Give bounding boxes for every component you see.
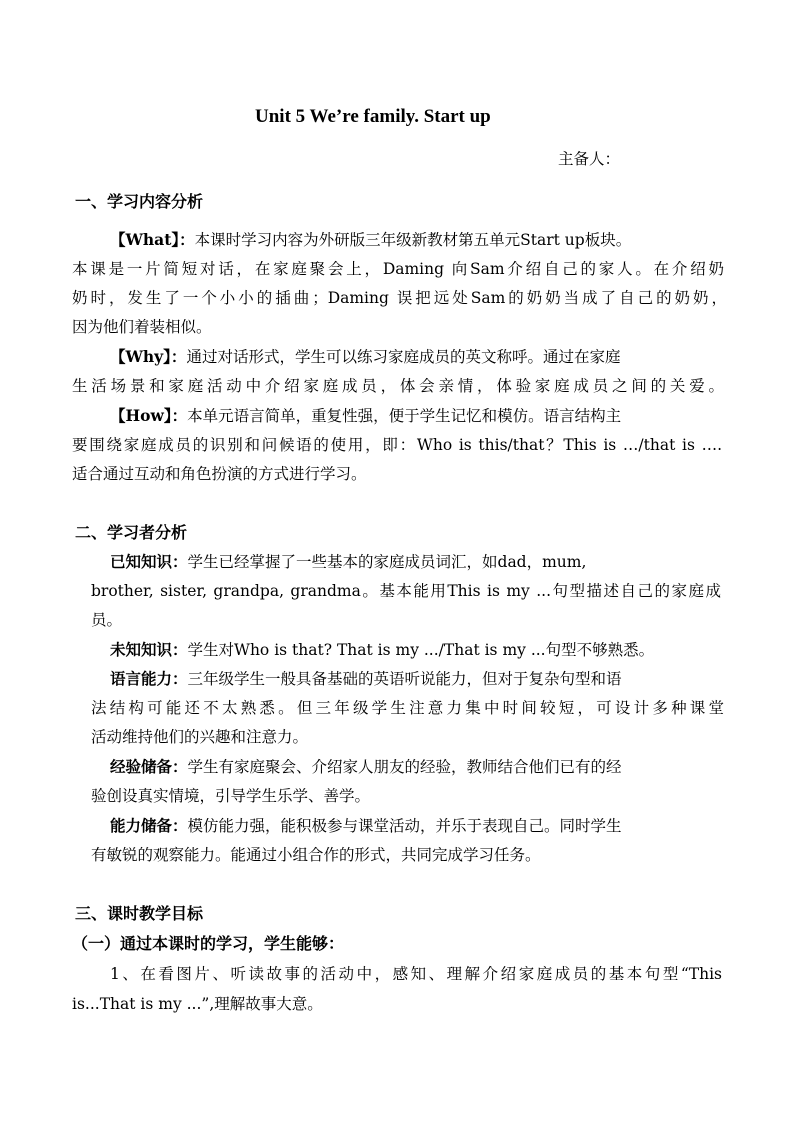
known-paragraph-line-3: 员。 <box>91 611 123 629</box>
author-label: 主备人： <box>558 150 621 168</box>
exp-paragraph-line-2: 验创设真实情境，引导学生乐学、善学。 <box>91 787 371 805</box>
goal-1-line-2: is...That is my ...”,理解故事大意。 <box>72 995 323 1013</box>
how-paragraph-line-2: 要围绕家庭成员的识别和问候语的使用，即：Who is this/that？This is …/that is …. <box>72 436 722 454</box>
abil-paragraph-line-1 <box>110 815 622 837</box>
lang-text: 三年级学生一般具备基础的英语听说能力，但对于复杂句型和语 <box>187 670 622 688</box>
unknown-paragraph-line-1 <box>110 639 654 661</box>
lang-paragraph-line-3: 活动维持他们的兴趣和注意力。 <box>91 728 309 746</box>
exp-text: 学生有家庭聚会、介绍家人朋友的经验，教师结合他们已有的经 <box>187 758 622 776</box>
abil-label: 能力储备： <box>110 816 188 835</box>
known-label: 已知知识： <box>110 552 188 571</box>
section-1-heading: 一、学习内容分析 <box>75 192 204 211</box>
lang-paragraph-line-1 <box>110 668 622 690</box>
what-paragraph-line-3: 奶时，发生了一个小小的插曲；Daming 误把远处Sam的奶奶当成了自己的奶奶， <box>72 289 727 307</box>
why-text: 通过对话形式，学生可以练习家庭成员的英文称呼。通过在家庭 <box>186 348 621 366</box>
why-paragraph-line-1 <box>110 346 620 368</box>
why-label: 【Why】： <box>110 347 187 366</box>
what-paragraph-line-4: 因为他们着装相似。 <box>72 318 212 336</box>
why-paragraph-line-2: 生活场景和家庭活动中介绍家庭成员，体会亲情，体验家庭成员之间的关爱。 <box>72 377 724 395</box>
known-paragraph-line-1 <box>110 551 586 573</box>
section-3-subheading: （一）通过本课时的学习，学生能够： <box>72 934 345 953</box>
goal-1-line-1: 1、在看图片、听读故事的活动中，感知、理解介绍家庭成员的基本句型“This <box>110 965 722 983</box>
what-label: 【What】： <box>110 230 195 249</box>
section-2-heading: 二、学习者分析 <box>75 523 188 542</box>
unknown-text: 学生对Who is that? That is my .../That is my ...句型不够熟悉。 <box>187 641 655 659</box>
exp-label: 经验储备： <box>110 757 188 776</box>
abil-text: 模仿能力强，能积极参与课堂活动，并乐于表现自己。同时学生 <box>187 817 622 835</box>
what-paragraph-line-1 <box>110 229 631 251</box>
known-text: 学生已经掌握了一些基本的家庭成员词汇，如dad，mum, <box>187 553 587 571</box>
how-paragraph-line-1 <box>110 405 621 427</box>
abil-paragraph-line-2: 有敏锐的观察能力。能通过小组合作的形式，共同完成学习任务。 <box>91 846 541 864</box>
document-title: Unit 5 We’re family. Start up <box>255 106 491 127</box>
how-label: 【How】： <box>110 406 188 425</box>
lang-paragraph-line-2: 法结构可能还不太熟悉。但三年级学生注意力集中时间较短，可设计多种课堂 <box>91 699 724 717</box>
section-3-heading: 三、课时教学目标 <box>75 904 204 923</box>
lang-label: 语言能力： <box>110 669 188 688</box>
what-paragraph-line-2: 本课是一片简短对话，在家庭聚会上，Daming 向Sam介绍自己的家人。在介绍奶 <box>72 260 724 278</box>
how-paragraph-line-3: 适合通过互动和角色扮演的方式进行学习。 <box>72 465 367 483</box>
known-paragraph-line-2: brother, sister, grandpa, grandma。基本能用This is my ...句型描述自己的家庭成 <box>91 582 721 600</box>
exp-paragraph-line-1 <box>110 756 622 778</box>
unknown-label: 未知知识： <box>110 640 188 659</box>
how-text: 本单元语言简单，重复性强，便于学生记忆和模仿。语言结构主 <box>187 407 622 425</box>
what-text: 本课时学习内容为外研版三年级新教材第五单元Start up板块。 <box>194 231 632 249</box>
